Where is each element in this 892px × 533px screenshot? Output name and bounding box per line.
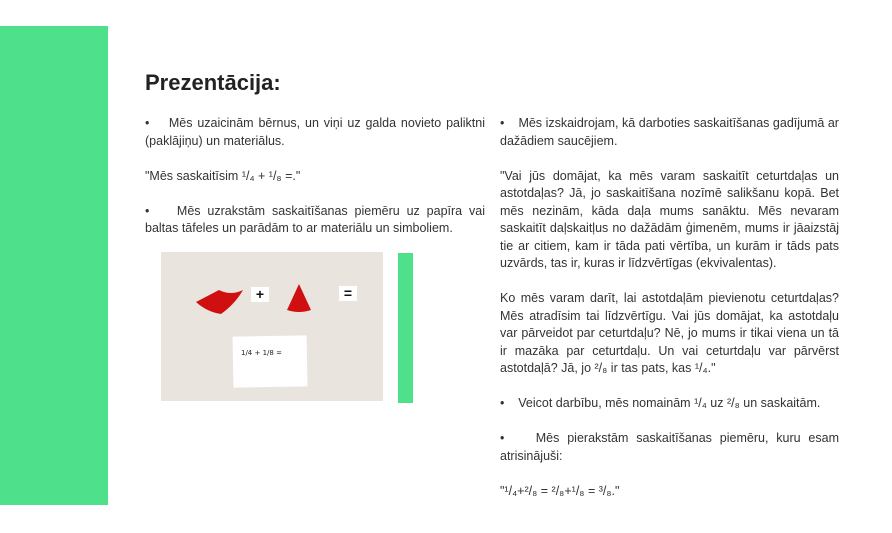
right-text-column xyxy=(500,115,839,518)
right-bullet-2: • Veicot darbību, mēs nomainām ¹/₄ uz ²/₈ un saskaitām. xyxy=(500,395,839,413)
right-paragraph-2: "Vai jūs domājat, ka mēs varam saskaitīt ceturtdaļas un astotdaļas? Jā, jo saskaitīšana nozīmē salikšanu kopā. Bet mēs nezinām, kāda daļa mums sanāktu. Mēs nevaram saskaitīt daļskaitļus no dažādām ģimenēm, mums ir jāaizstāj tie ar citiem, kam ir tāda pati vērtība, un kurām ir tāds pats uzvārds, tas ir, kuras ir līdzvērtīgas (ekvivalentas). xyxy=(500,168,839,270)
left-quote: "Mēs saskaitīsim ¹/₄ + ¹/₈ =." xyxy=(145,168,301,183)
fraction-material-photo xyxy=(161,252,383,401)
left-text-column xyxy=(145,115,485,255)
equation-card-text: 1/4 + 1/8 = xyxy=(241,349,282,357)
left-accent-bar xyxy=(0,26,108,505)
middle-accent-bar xyxy=(398,253,413,403)
plus-symbol: + xyxy=(255,286,265,302)
right-paragraph-3: Ko mēs varam darīt, lai astotdaļām pievienotu ceturtdaļas? Mēs atradīsim tai līdzvērtīgu. Vai jūs domājat, ka astotdaļu var pārveidot par ceturtdaļu? Nē, jo mums ir tikai viena un tā ir mazāka par ceturtdaļu. Un vai ceturtdaļu var pārvērst astotdaļā? Jā, jo ²/₈ ir tas pats, kas ¹/₄." xyxy=(500,291,839,375)
right-bullet-3: • Mēs pierakstām saskaitīšanas piemēru, kuru esam atrisinājuši: xyxy=(500,430,839,465)
page-title: Prezentācija: xyxy=(145,70,281,95)
right-result: "¹/₄+²/₈ = ²/₈+¹/₈ = ³/₈." xyxy=(500,483,620,498)
left-bullet-1: • Mēs uzaicinām bērnus, un viņi uz galda novieto paliktni (paklājiņu) un materiālus. xyxy=(145,115,485,150)
equation-card xyxy=(233,335,308,387)
left-bullet-2: • Mēs uzrakstām saskaitīšanas piemēru uz papīra vai baltas tāfeles un parādām to ar materiālu un simboliem. xyxy=(145,203,485,238)
equals-symbol: = xyxy=(343,285,353,301)
right-bullet-1: • Mēs izskaidrojam, kā darboties saskaitīšanas gadījumā ar dažādiem saucējiem. xyxy=(500,115,839,150)
